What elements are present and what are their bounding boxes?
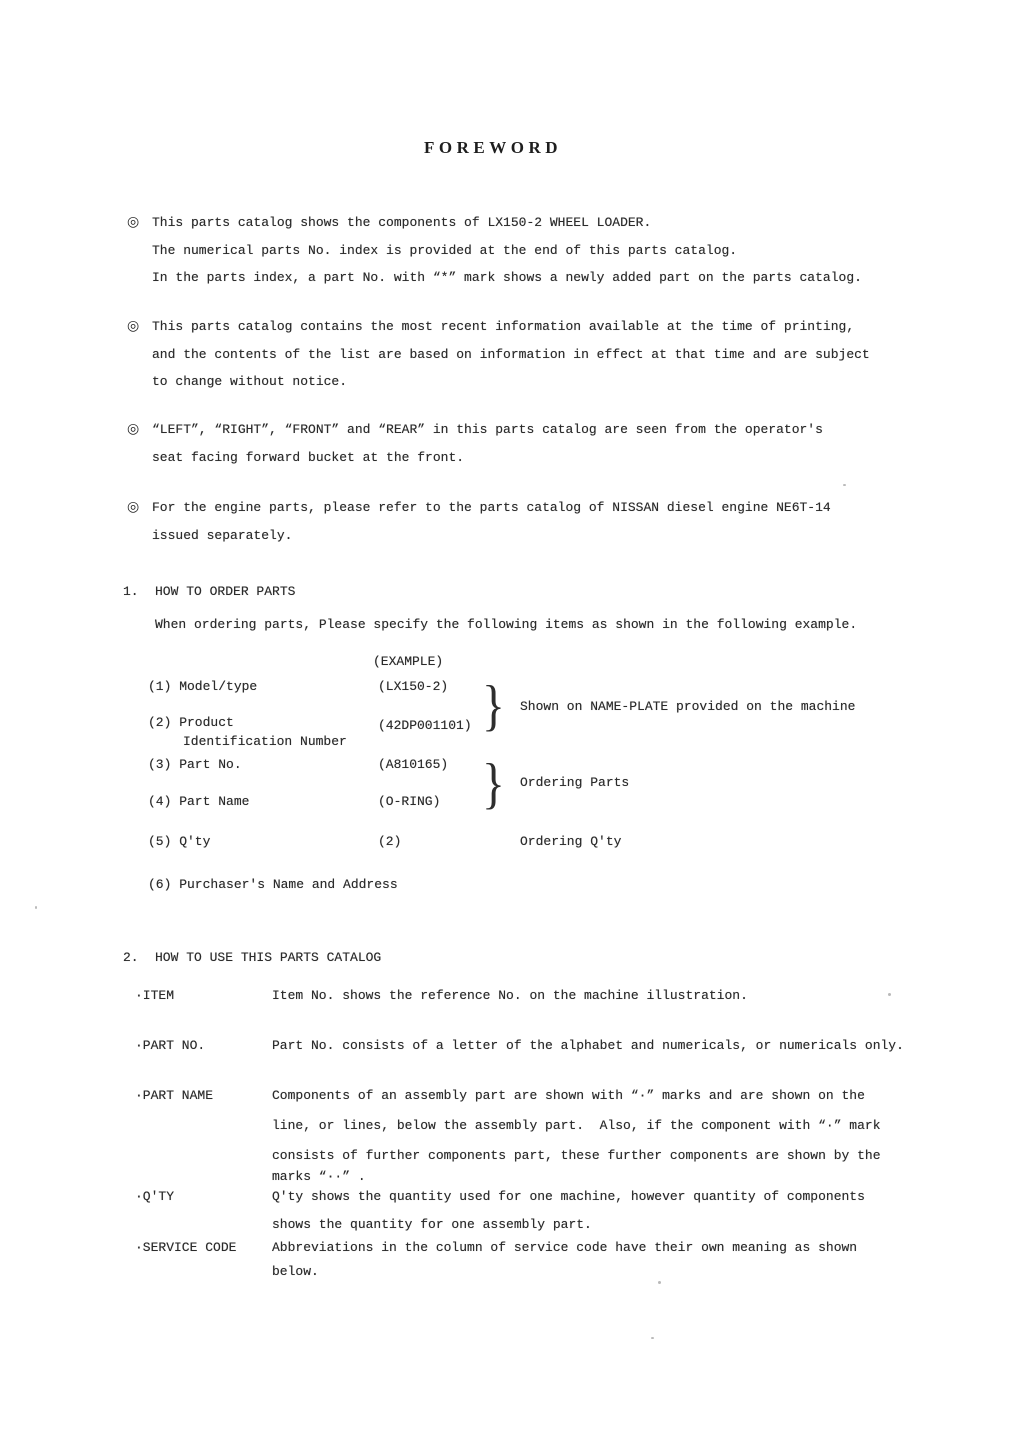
order-item-2-value: (42DP001101): [378, 718, 472, 733]
bullseye-bullet-icon: ◎: [127, 499, 140, 515]
brace-nameplate: }: [482, 675, 505, 737]
nameplate-note: Shown on NAME-PLATE provided on the machine: [520, 699, 856, 714]
section1-intro: When ordering parts, Please specify the following items as shown in the following example.: [155, 617, 858, 632]
section2-heading: HOW TO USE THIS PARTS CATALOG: [155, 950, 382, 965]
paragraph-line: In the parts index, a part No. with “*” mark shows a newly added part on the parts catalog.: [152, 270, 862, 285]
term-qty: ·Q'TY: [135, 1189, 175, 1204]
order-item-4-label: (4) Part Name: [148, 794, 250, 809]
bullseye-bullet-icon: ◎: [127, 421, 140, 437]
paragraph-line: This parts catalog shows the components of LX150-2 WHEEL LOADER.: [152, 215, 652, 230]
term-part-no-desc: Part No. consists of a letter of the alphabet and numericals, or numericals only.: [272, 1038, 904, 1053]
example-header: (EXAMPLE): [373, 654, 444, 669]
foreword-paragraph-1: [127, 209, 862, 292]
term-qty-desc: shows the quantity for one assembly part.: [272, 1217, 592, 1232]
order-item-2-label2: Identification Number: [183, 734, 347, 749]
brace-ordering-parts: }: [482, 753, 505, 815]
term-part-name: ·PART NAME: [135, 1088, 214, 1103]
order-item-2-label: (2) Product: [148, 715, 234, 730]
term-part-name-desc: consists of further components part, these further components are shown by the: [272, 1148, 881, 1163]
term-service-code-desc: below.: [272, 1264, 319, 1279]
order-item-3-label: (3) Part No.: [148, 757, 242, 772]
order-item-6-label: (6) Purchaser's Name and Address: [148, 877, 398, 892]
order-item-1-label: (1) Model/type: [148, 679, 258, 694]
term-part-name-desc: Components of an assembly part are shown with “·” marks and are shown on the: [272, 1088, 865, 1103]
term-part-name-desc: line, or lines, below the assembly part. Also, if the component with “·” mark: [272, 1118, 881, 1133]
section1-number: 1.: [123, 584, 139, 599]
paragraph-line: “LEFT”, “RIGHT”, “FRONT” and “REAR” in this parts catalog are seen from the operator's: [152, 422, 823, 437]
paragraph-line: issued separately.: [152, 527, 293, 543]
paragraph-line: and the contents of the list are based on information in effect at that time and are subject: [152, 346, 870, 362]
order-item-5-label: (5) Q'ty: [148, 834, 211, 849]
scan-speck: [888, 993, 891, 996]
page-title: FOREWORD: [424, 138, 562, 157]
term-item: ·ITEM: [135, 988, 175, 1003]
scan-speck: [651, 1337, 654, 1339]
bullseye-bullet-icon: ◎: [127, 318, 140, 334]
term-service-code: ·SERVICE CODE: [135, 1240, 237, 1255]
term-qty-desc: Q'ty shows the quantity used for one machine, however quantity of components: [272, 1189, 865, 1204]
paragraph-line: This parts catalog contains the most recent information available at the time of printing,: [152, 319, 855, 334]
section1-heading: HOW TO ORDER PARTS: [155, 584, 296, 599]
term-item-desc: Item No. shows the reference No. on the machine illustration.: [272, 988, 748, 1003]
paragraph-line: to change without notice.: [152, 374, 348, 389]
foreword-paragraph-2: [127, 313, 870, 396]
foreword-paragraph-3: [127, 416, 823, 471]
order-item-1-value: (LX150-2): [378, 679, 449, 694]
ordering-parts-note: Ordering Parts: [520, 775, 630, 790]
paragraph-line: The numerical parts No. index is provided at the end of this parts catalog.: [152, 242, 738, 258]
scan-speck: [35, 906, 37, 909]
order-item-3-value: (A810165): [378, 757, 449, 772]
term-part-name-desc: marks “··” .: [272, 1169, 366, 1184]
bullseye-bullet-icon: ◎: [127, 214, 140, 230]
term-service-code-desc: Abbreviations in the column of service code have their own meaning as shown: [272, 1240, 858, 1255]
paragraph-line: seat facing forward bucket at the front.: [152, 449, 465, 465]
term-part-no: ·PART NO.: [135, 1038, 206, 1053]
order-item-4-value: (O-RING): [378, 794, 441, 809]
section2-number: 2.: [123, 950, 139, 965]
ordering-qty-note: Ordering Q'ty: [520, 834, 622, 849]
foreword-paragraph-4: [127, 494, 831, 549]
order-item-5-value: (2): [378, 834, 402, 849]
scan-speck: [658, 1281, 661, 1284]
scan-speck: [843, 484, 846, 486]
paragraph-line: For the engine parts, please refer to the parts catalog of NISSAN diesel engine NE6T-14: [152, 500, 831, 515]
